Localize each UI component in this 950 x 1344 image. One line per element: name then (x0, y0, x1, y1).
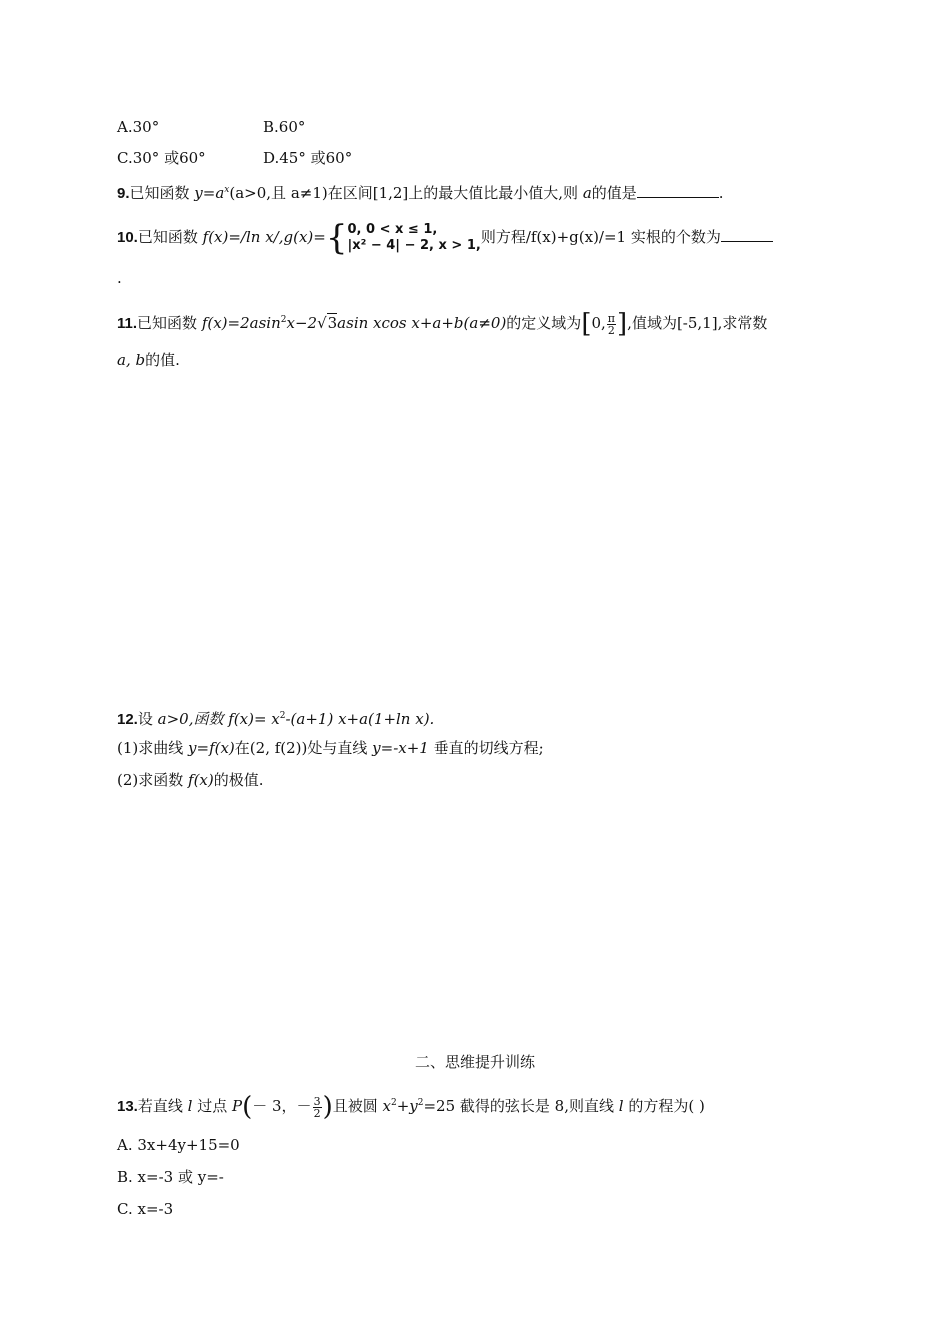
right-paren-icon: ) (322, 1092, 333, 1122)
superscript: 2 (280, 315, 287, 325)
formula: y=a (194, 184, 225, 202)
superscript: 2 (279, 711, 286, 721)
option-c: C.30° 或60° (117, 149, 206, 167)
text: 已知函数 (137, 228, 203, 246)
question-13: 13.若直线 l 过点 P(－ 3，－ $\frac{3}{2}$ )且被圆 $x^2+y^2=25$ 截得的弦长是 8,则直线 l 的方程为( ) (117, 1092, 705, 1122)
question-number: 9. (117, 185, 130, 202)
formula: asin xcos x+a+b(a≠0) (337, 314, 507, 332)
text: (a>0,且 a≠1)在区间[1,2]上的最大值比最小值大,则 (229, 184, 583, 202)
question-number: 10. (117, 229, 138, 246)
formula: -(a+1) x+a(1+ln x). (285, 710, 435, 728)
domain-left: 0, (591, 314, 606, 332)
denominator: 2 (607, 323, 615, 337)
option-b: B.60° (263, 118, 306, 136)
text: 则方程/f(x)+g(x)/=1 实根的个数为 (480, 228, 721, 246)
piecewise-cases (347, 222, 480, 254)
formula: g(x)= (283, 228, 326, 246)
text: 过点 (192, 1097, 232, 1115)
superscript: x (224, 185, 230, 195)
formula: x (382, 1097, 391, 1115)
question-12-part-1 (117, 738, 544, 758)
question-10 (117, 217, 773, 258)
text: 已知函数 (129, 184, 195, 202)
case-1: 0, 0 < x ≤ 1, (347, 222, 438, 237)
formula: f(x) (188, 771, 214, 789)
text: 已知函数 (137, 314, 202, 332)
variable: l (618, 1097, 624, 1115)
question-11 (117, 306, 768, 339)
sqrt-icon: √ (317, 314, 327, 332)
question-number: 13. (117, 1098, 138, 1115)
point-label: P (232, 1097, 243, 1115)
formula: =25 (423, 1097, 456, 1115)
sqrt-value: 3 (327, 314, 338, 332)
question-11-line2 (117, 350, 180, 370)
question-12-part-2 (117, 770, 264, 790)
formula: f(x)=2asin (201, 314, 281, 332)
answer-blank[interactable] (637, 181, 719, 198)
formula: +y (396, 1097, 418, 1115)
variables: a, b (117, 351, 146, 369)
text: 的值是 (591, 184, 637, 202)
text: 的值. (145, 351, 180, 369)
brace-icon: { (325, 218, 348, 258)
option-a-13: A. 3x+4y+15=0 (117, 1136, 240, 1154)
text: 在(2, f(2))处与直线 (234, 739, 373, 757)
formula: y=-x+1 (372, 739, 429, 757)
right-bracket-icon: ] (617, 309, 628, 339)
option-c-13: C. x=-3 (117, 1200, 174, 1218)
left-bracket-icon: [ (581, 309, 592, 339)
denominator: 2 (313, 1106, 321, 1120)
text: 且被圆 (332, 1097, 383, 1115)
case-2: |x² − 4| − 2, x > 1, (347, 238, 481, 253)
text: 垂直的切线方程; (428, 739, 544, 757)
left-paren-icon: ( (242, 1092, 253, 1122)
option-d: D.45° 或60° (263, 149, 353, 167)
text: 若直线 (137, 1097, 188, 1115)
formula: y=f(x) (188, 739, 235, 757)
text: 的方程为( ) (623, 1097, 705, 1115)
question-10-dot: . (117, 269, 122, 287)
formula: a>0,函数 f(x)= x (157, 710, 280, 728)
text: (2)求函数 (117, 771, 189, 789)
fraction (313, 1096, 322, 1119)
variable: a (582, 184, 592, 202)
text: . (718, 184, 724, 202)
fraction (607, 313, 616, 336)
question-number: 12. (117, 711, 138, 728)
text: ,值域为[-5,1],求常数 (627, 314, 768, 332)
question-9 (117, 180, 724, 204)
variable: l (187, 1097, 193, 1115)
question-number: 11. (117, 315, 138, 332)
point-coords: － 3，－ (252, 1097, 312, 1115)
numerator: 3 (313, 1094, 321, 1108)
section-title: 二、思维提升训练 (414, 1053, 535, 1071)
option-a: A.30° (117, 118, 160, 136)
text: 的极值. (213, 771, 264, 789)
option-b-13: B. x=-3 或 y=- (117, 1168, 224, 1186)
question-12 (117, 706, 434, 730)
formula: x−2 (286, 314, 318, 332)
answer-blank[interactable] (721, 217, 773, 242)
numerator: π (607, 311, 616, 325)
text: (1)求曲线 (117, 739, 189, 757)
formula: f(x)=/ln x/, (202, 228, 284, 246)
text: 的定义域为 (506, 314, 582, 332)
text: 截得的弦长是 8,则直线 (455, 1097, 619, 1115)
text: 设 (137, 710, 158, 728)
